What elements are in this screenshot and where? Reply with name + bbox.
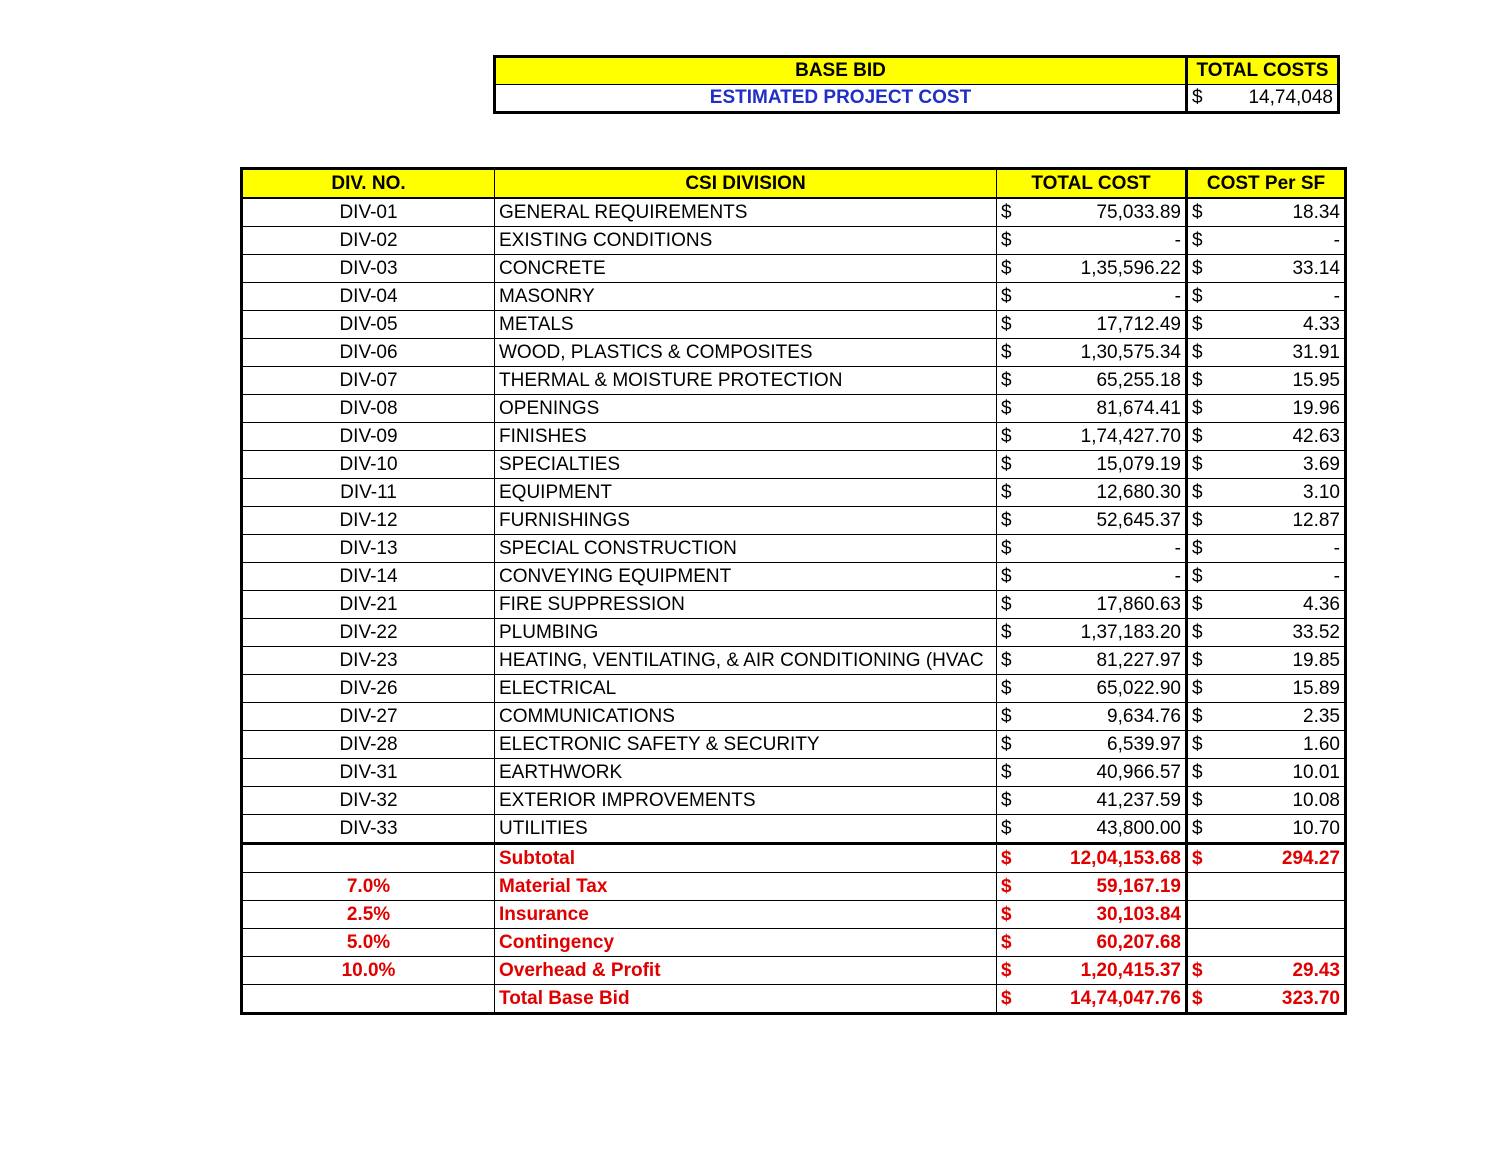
- total-cost-cell: [997, 198, 1187, 227]
- amount: 30,103.84: [1096, 903, 1181, 925]
- amount: 17,712.49: [1096, 313, 1181, 335]
- total-cost-cell: [997, 367, 1187, 395]
- total-cost-cell: [997, 675, 1187, 703]
- csi-division-cell: EARTHWORK: [495, 759, 997, 787]
- totals-label-cell: Overhead & Profit: [495, 957, 997, 985]
- div-no-cell: DIV-14: [242, 563, 495, 591]
- currency-symbol: $: [1001, 621, 1012, 643]
- cost-per-sf-cell: [1187, 198, 1346, 227]
- base-bid-header: BASE BID: [495, 57, 1187, 85]
- csi-division-cell: MASONRY: [495, 283, 997, 311]
- div-no-cell: DIV-05: [242, 311, 495, 339]
- amount: 15.95: [1292, 369, 1340, 391]
- cost-per-sf-cell: [1187, 563, 1346, 591]
- total-cost-cell: [997, 339, 1187, 367]
- currency-symbol: $: [1001, 733, 1012, 755]
- amount: 1,30,575.34: [1080, 341, 1181, 363]
- csi-division-cell: EXISTING CONDITIONS: [495, 227, 997, 255]
- total-cost-cell: [997, 535, 1187, 563]
- totals-label-cell: Total Base Bid: [495, 985, 997, 1014]
- currency-symbol: $: [1001, 875, 1012, 897]
- total-cost-cell: [997, 479, 1187, 507]
- total-cost-cell: [997, 619, 1187, 647]
- div-no-cell: DIV-01: [242, 198, 495, 227]
- currency-symbol: $: [1001, 705, 1012, 727]
- table-row: [242, 787, 1346, 815]
- amount: -: [1333, 229, 1340, 251]
- table-row: [242, 591, 1346, 619]
- estimated-project-cost-amount: 14,74,048: [1248, 87, 1333, 108]
- div-no-cell: DIV-33: [242, 815, 495, 844]
- currency-symbol: $: [1001, 565, 1012, 587]
- cost-per-sf-cell: [1187, 451, 1346, 479]
- div-no-cell: DIV-27: [242, 703, 495, 731]
- table-row: [242, 675, 1346, 703]
- amount: 19.96: [1292, 397, 1340, 419]
- currency-symbol: $: [1192, 959, 1203, 981]
- cost-per-sf-cell: [1187, 647, 1346, 675]
- percent-cell: 10.0%: [242, 957, 495, 985]
- total-cost-cell: [997, 731, 1187, 759]
- div-no-cell: DIV-03: [242, 255, 495, 283]
- currency-symbol: $: [1192, 847, 1203, 869]
- currency-symbol: $: [1001, 397, 1012, 419]
- amount: 1,74,427.70: [1080, 425, 1181, 447]
- amount: -: [1174, 285, 1181, 307]
- totals-cost-per-sf-cell: [1187, 873, 1346, 901]
- amount: 75,033.89: [1096, 201, 1181, 223]
- div-no-cell: DIV-11: [242, 479, 495, 507]
- currency-symbol: $: [1192, 285, 1203, 307]
- currency-symbol: $: [1192, 593, 1203, 615]
- totals-row: [242, 844, 1346, 873]
- table-row: [242, 731, 1346, 759]
- amount: 15.89: [1292, 677, 1340, 699]
- summary-value-row: [495, 85, 1339, 113]
- table-row: [242, 479, 1346, 507]
- amount: 31.91: [1292, 341, 1340, 363]
- amount: 19.85: [1292, 649, 1340, 671]
- division-rows: [242, 198, 1346, 844]
- totals-row: [242, 957, 1346, 985]
- currency-symbol: $: [1192, 509, 1203, 531]
- div-no-cell: DIV-26: [242, 675, 495, 703]
- total-cost-cell: [997, 451, 1187, 479]
- total-cost-cell: [997, 311, 1187, 339]
- csi-division-cell: GENERAL REQUIREMENTS: [495, 198, 997, 227]
- currency-symbol: $: [1001, 257, 1012, 279]
- div-no-cell: DIV-10: [242, 451, 495, 479]
- amount: -: [1333, 565, 1340, 587]
- amount: 33.52: [1292, 621, 1340, 643]
- currency-symbol: $: [1001, 285, 1012, 307]
- totals-row: [242, 901, 1346, 929]
- total-cost-header: TOTAL COST: [997, 169, 1187, 199]
- totals-total-cost-cell: [997, 957, 1187, 985]
- table-row: [242, 647, 1346, 675]
- currency-symbol: $: [1001, 987, 1012, 1009]
- div-no-cell: DIV-02: [242, 227, 495, 255]
- currency-symbol: $: [1192, 257, 1203, 279]
- amount: 1.60: [1303, 733, 1340, 755]
- totals-cost-per-sf-cell: [1187, 957, 1346, 985]
- totals-cost-per-sf-cell: [1187, 929, 1346, 957]
- cost-per-sf-cell: [1187, 479, 1346, 507]
- currency-symbol: $: [1001, 677, 1012, 699]
- amount: 59,167.19: [1096, 875, 1181, 897]
- cost-per-sf-header: COST Per SF: [1187, 169, 1346, 199]
- amount: 4.33: [1303, 313, 1340, 335]
- amount: 2.35: [1303, 705, 1340, 727]
- currency-symbol: $: [1001, 341, 1012, 363]
- csi-division-cell: EXTERIOR IMPROVEMENTS: [495, 787, 997, 815]
- amount: 3.69: [1303, 453, 1340, 475]
- totals-cost-per-sf-cell: [1187, 901, 1346, 929]
- csi-division-cell: ELECTRONIC SAFETY & SECURITY: [495, 731, 997, 759]
- total-cost-cell: [997, 395, 1187, 423]
- div-no-cell: DIV-08: [242, 395, 495, 423]
- currency-symbol: $: [1001, 425, 1012, 447]
- table-row: [242, 283, 1346, 311]
- amount: 294.27: [1281, 847, 1340, 869]
- currency-symbol: $: [1192, 397, 1203, 419]
- currency-symbol: $: [1001, 789, 1012, 811]
- csi-division-cell: SPECIALTIES: [495, 451, 997, 479]
- currency-symbol: $: [1192, 987, 1203, 1009]
- amount: 65,022.90: [1096, 677, 1181, 699]
- cost-per-sf-cell: [1187, 367, 1346, 395]
- amount: 33.14: [1292, 257, 1340, 279]
- currency-symbol: $: [1192, 817, 1203, 839]
- currency-symbol: $: [1192, 341, 1203, 363]
- amount: 1,20,415.37: [1080, 959, 1181, 981]
- currency-symbol: $: [1192, 453, 1203, 475]
- div-no-cell: DIV-07: [242, 367, 495, 395]
- currency-symbol: $: [1001, 817, 1012, 839]
- amount: -: [1333, 537, 1340, 559]
- currency-symbol: $: [1001, 453, 1012, 475]
- table-row: [242, 619, 1346, 647]
- summary-header-row: [495, 57, 1339, 85]
- currency-symbol: $: [1192, 229, 1203, 251]
- csi-division-cell: OPENINGS: [495, 395, 997, 423]
- amount: 6,539.97: [1107, 733, 1181, 755]
- currency-symbol: $: [1001, 761, 1012, 783]
- div-no-cell: DIV-13: [242, 535, 495, 563]
- cost-per-sf-cell: [1187, 535, 1346, 563]
- csi-division-cell: THERMAL & MOISTURE PROTECTION: [495, 367, 997, 395]
- percent-cell: [242, 844, 495, 873]
- cost-per-sf-cell: [1187, 255, 1346, 283]
- currency-symbol: $: [1001, 537, 1012, 559]
- csi-division-cell: PLUMBING: [495, 619, 997, 647]
- csi-division-cell: FIRE SUPPRESSION: [495, 591, 997, 619]
- table-row: [242, 367, 1346, 395]
- totals-total-cost-cell: [997, 985, 1187, 1014]
- div-no-cell: DIV-04: [242, 283, 495, 311]
- div-no-cell: DIV-09: [242, 423, 495, 451]
- total-cost-cell: [997, 227, 1187, 255]
- currency-symbol: $: [1192, 649, 1203, 671]
- currency-symbol: $: [1001, 201, 1012, 223]
- csi-division-cell: UTILITIES: [495, 815, 997, 844]
- csi-division-cell: SPECIAL CONSTRUCTION: [495, 535, 997, 563]
- currency-symbol: $: [1192, 621, 1203, 643]
- total-cost-cell: [997, 283, 1187, 311]
- table-row: [242, 759, 1346, 787]
- currency-symbol: $: [1192, 733, 1203, 755]
- currency-symbol: $: [1001, 847, 1012, 869]
- table-row: [242, 535, 1346, 563]
- div-no-cell: DIV-21: [242, 591, 495, 619]
- cost-per-sf-cell: [1187, 507, 1346, 535]
- total-cost-cell: [997, 647, 1187, 675]
- currency-symbol: $: [1001, 903, 1012, 925]
- currency-symbol: $: [1001, 229, 1012, 251]
- div-no-cell: DIV-23: [242, 647, 495, 675]
- cost-per-sf-cell: [1187, 591, 1346, 619]
- table-row: [242, 451, 1346, 479]
- table-row: [242, 507, 1346, 535]
- total-cost-cell: [997, 591, 1187, 619]
- cost-per-sf-cell: [1187, 311, 1346, 339]
- totals-label-cell: Insurance: [495, 901, 997, 929]
- table-row: [242, 227, 1346, 255]
- amount: 81,674.41: [1096, 397, 1181, 419]
- cost-breakdown-table: [240, 167, 1347, 1015]
- estimated-project-cost-value: [1187, 85, 1339, 113]
- currency-symbol: $: [1192, 705, 1203, 727]
- table-row: [242, 815, 1346, 844]
- amount: 9,634.76: [1107, 705, 1181, 727]
- cost-per-sf-cell: [1187, 787, 1346, 815]
- currency-symbol: $: [1192, 761, 1203, 783]
- percent-cell: 5.0%: [242, 929, 495, 957]
- amount: 17,860.63: [1096, 593, 1181, 615]
- currency-symbol: $: [1192, 481, 1203, 503]
- amount: 10.08: [1292, 789, 1340, 811]
- amount: 12,04,153.68: [1070, 847, 1181, 869]
- amount: 12.87: [1292, 509, 1340, 531]
- total-cost-cell: [997, 423, 1187, 451]
- totals-total-cost-cell: [997, 929, 1187, 957]
- currency-symbol: $: [1001, 509, 1012, 531]
- amount: 52,645.37: [1096, 509, 1181, 531]
- totals-total-cost-cell: [997, 844, 1187, 873]
- cost-per-sf-cell: [1187, 423, 1346, 451]
- currency-symbol: $: [1001, 593, 1012, 615]
- table-header-row: [242, 169, 1346, 199]
- percent-cell: 2.5%: [242, 901, 495, 929]
- currency-symbol: $: [1001, 931, 1012, 953]
- amount: 323.70: [1281, 987, 1340, 1009]
- amount: 15,079.19: [1096, 453, 1181, 475]
- cost-per-sf-cell: [1187, 619, 1346, 647]
- amount: 18.34: [1292, 201, 1340, 223]
- amount: 4.36: [1303, 593, 1340, 615]
- totals-cost-per-sf-cell: [1187, 985, 1346, 1014]
- cost-per-sf-cell: [1187, 759, 1346, 787]
- amount: 1,37,183.20: [1080, 621, 1181, 643]
- amount: 65,255.18: [1096, 369, 1181, 391]
- div-no-cell: DIV-28: [242, 731, 495, 759]
- currency-symbol: $: [1192, 369, 1203, 391]
- cost-per-sf-cell: [1187, 731, 1346, 759]
- amount: 10.70: [1292, 817, 1340, 839]
- csi-division-cell: COMMUNICATIONS: [495, 703, 997, 731]
- currency-symbol: $: [1192, 677, 1203, 699]
- cost-per-sf-cell: [1187, 395, 1346, 423]
- currency-symbol: $: [1192, 537, 1203, 559]
- amount: -: [1174, 565, 1181, 587]
- currency-symbol: $: [1192, 313, 1203, 335]
- summary-table: [493, 55, 1340, 114]
- total-cost-cell: [997, 255, 1187, 283]
- table-row: [242, 563, 1346, 591]
- percent-cell: 7.0%: [242, 873, 495, 901]
- amount: 10.01: [1292, 761, 1340, 783]
- csi-division-cell: EQUIPMENT: [495, 479, 997, 507]
- total-cost-cell: [997, 759, 1187, 787]
- totals-cost-per-sf-cell: [1187, 844, 1346, 873]
- table-row: [242, 339, 1346, 367]
- cost-per-sf-cell: [1187, 675, 1346, 703]
- total-cost-cell: [997, 563, 1187, 591]
- amount: -: [1174, 537, 1181, 559]
- amount: -: [1174, 229, 1181, 251]
- table-row: [242, 703, 1346, 731]
- currency-symbol: $: [1001, 649, 1012, 671]
- div-no-header: DIV. NO.: [242, 169, 495, 199]
- div-no-cell: DIV-32: [242, 787, 495, 815]
- table-row: [242, 255, 1346, 283]
- csi-division-cell: ELECTRICAL: [495, 675, 997, 703]
- div-no-cell: DIV-06: [242, 339, 495, 367]
- currency-symbol: $: [1192, 789, 1203, 811]
- table-row: [242, 311, 1346, 339]
- totals-total-cost-cell: [997, 873, 1187, 901]
- currency-symbol: $: [1192, 565, 1203, 587]
- div-no-cell: DIV-22: [242, 619, 495, 647]
- cost-per-sf-cell: [1187, 227, 1346, 255]
- amount: 12,680.30: [1096, 481, 1181, 503]
- csi-division-cell: WOOD, PLASTICS & COMPOSITES: [495, 339, 997, 367]
- total-costs-header: TOTAL COSTS: [1187, 57, 1339, 85]
- currency-symbol: $: [1192, 425, 1203, 447]
- div-no-cell: DIV-31: [242, 759, 495, 787]
- table-row: [242, 395, 1346, 423]
- total-cost-cell: [997, 507, 1187, 535]
- table-row: [242, 198, 1346, 227]
- csi-division-cell: CONCRETE: [495, 255, 997, 283]
- amount: 29.43: [1292, 959, 1340, 981]
- table-row: [242, 423, 1346, 451]
- totals-row: [242, 985, 1346, 1014]
- amount: 81,227.97: [1096, 649, 1181, 671]
- amount: -: [1333, 285, 1340, 307]
- amount: 60,207.68: [1096, 931, 1181, 953]
- totals-total-cost-cell: [997, 901, 1187, 929]
- totals-rows: [242, 844, 1346, 1014]
- amount: 43,800.00: [1096, 817, 1181, 839]
- csi-division-header: CSI DIVISION: [495, 169, 997, 199]
- total-cost-cell: [997, 703, 1187, 731]
- amount: 40,966.57: [1096, 761, 1181, 783]
- currency-symbol: $: [1001, 369, 1012, 391]
- currency-symbol: $: [1001, 313, 1012, 335]
- cost-per-sf-cell: [1187, 815, 1346, 844]
- csi-division-cell: METALS: [495, 311, 997, 339]
- amount: 1,35,596.22: [1080, 257, 1181, 279]
- amount: 3.10: [1303, 481, 1340, 503]
- total-cost-cell: [997, 787, 1187, 815]
- currency-symbol: $: [1192, 87, 1203, 108]
- amount: 42.63: [1292, 425, 1340, 447]
- csi-division-cell: FURNISHINGS: [495, 507, 997, 535]
- totals-label-cell: Subtotal: [495, 844, 997, 873]
- totals-row: [242, 873, 1346, 901]
- totals-row: [242, 929, 1346, 957]
- total-cost-cell: [997, 815, 1187, 844]
- amount: 41,237.59: [1096, 789, 1181, 811]
- cost-per-sf-cell: [1187, 339, 1346, 367]
- cost-per-sf-cell: [1187, 703, 1346, 731]
- amount: 14,74,047.76: [1070, 987, 1181, 1009]
- currency-symbol: $: [1192, 201, 1203, 223]
- currency-symbol: $: [1001, 959, 1012, 981]
- csi-division-cell: FINISHES: [495, 423, 997, 451]
- csi-division-cell: HEATING, VENTILATING, & AIR CONDITIONING (HVAC: [495, 647, 997, 675]
- currency-symbol: $: [1001, 481, 1012, 503]
- cost-per-sf-cell: [1187, 283, 1346, 311]
- estimated-project-cost-label: ESTIMATED PROJECT COST: [495, 85, 1187, 113]
- totals-label-cell: Material Tax: [495, 873, 997, 901]
- totals-label-cell: Contingency: [495, 929, 997, 957]
- percent-cell: [242, 985, 495, 1014]
- csi-division-cell: CONVEYING EQUIPMENT: [495, 563, 997, 591]
- div-no-cell: DIV-12: [242, 507, 495, 535]
